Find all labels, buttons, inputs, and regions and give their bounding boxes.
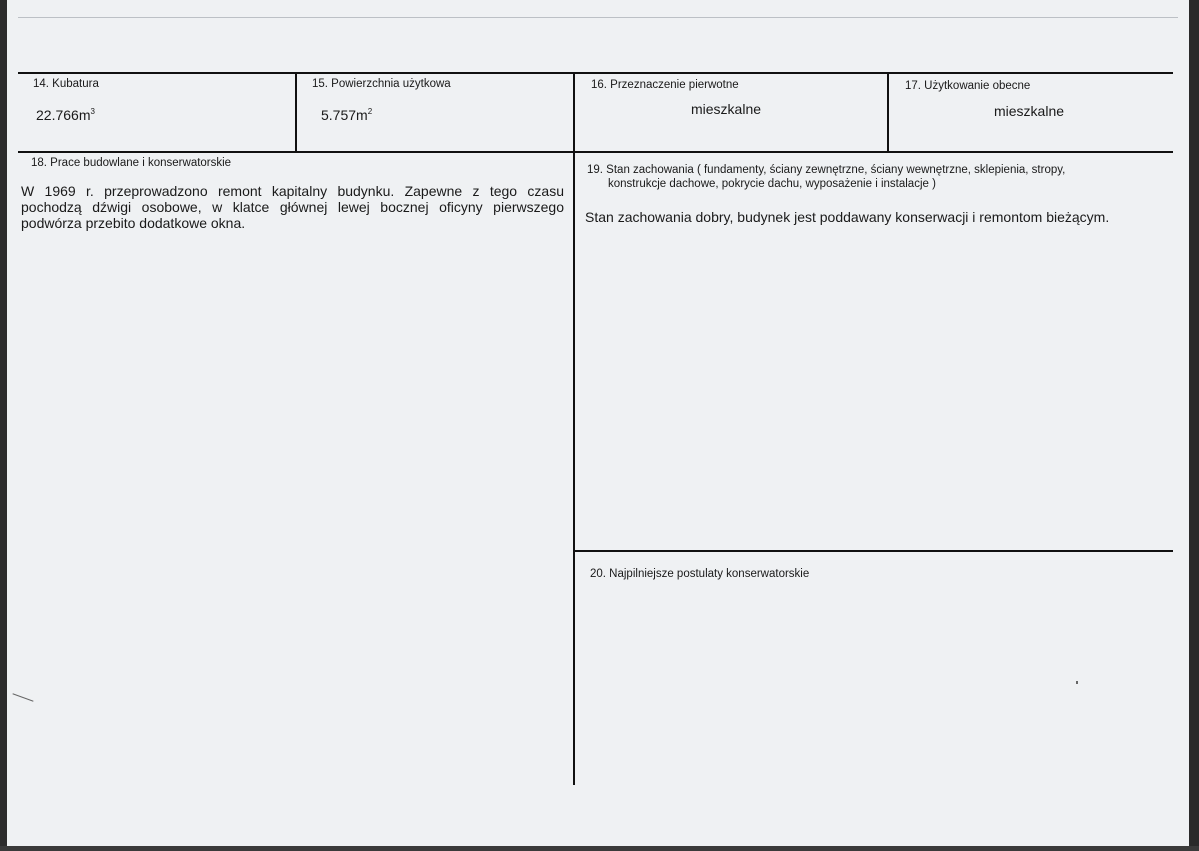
row-divider-rule — [18, 151, 1173, 153]
scan-artifact-line — [18, 17, 1178, 18]
field-15-label: 15. Powierzchnia użytkowa — [312, 78, 451, 90]
scan-border-bottom — [0, 846, 1199, 851]
field-19-label-line1: 19. Stan zachowania ( fundamenty, ściany zewnętrzne, ściany wewnętrzne, sklepienia, stropy, — [587, 164, 1066, 176]
column-divider-16-17 — [887, 72, 889, 152]
field-19-label-line2: konstrukcje dachowe, pokrycie dachu, wyposażenie i instalacje ) — [608, 178, 936, 190]
scan-speck — [12, 693, 33, 701]
field-20-label: 20. Najpilniejsze postulaty konserwatorskie — [590, 568, 810, 580]
scan-speck — [1076, 681, 1078, 684]
field-14-label: 14. Kubatura — [33, 78, 99, 90]
main-column-divider — [573, 72, 575, 785]
field-18-label: 18. Prace budowlane i konserwatorskie — [31, 157, 232, 169]
scan-border-left — [0, 0, 7, 851]
field-18-text: W 1969 r. przeprowadzono remont kapitalny budynku. Zapewne z tego czasu pochodzą dźwigi osobowe, w klatce głównej lewej bocznej oficyny pierwszego podwórza przebito dodatkowe okna. — [21, 183, 564, 231]
field-17-value: mieszkalne — [994, 103, 1065, 119]
scan-border-right — [1189, 0, 1199, 851]
field-15-value: $5.757m^2$ — [321, 107, 373, 123]
table-top-rule — [18, 72, 1173, 74]
field-16-value: mieszkalne — [691, 101, 762, 117]
field-14-value: $22.766m^3$ — [36, 107, 95, 123]
field-19-text: Stan zachowania dobry, budynek jest poddawany konserwacji i remontom bieżącym. — [585, 209, 1110, 225]
field-19-label — [587, 163, 1157, 191]
section-20-top-rule — [575, 550, 1173, 552]
field-17-label: 17. Użytkowanie obecne — [905, 80, 1031, 92]
column-divider-14-15 — [295, 72, 297, 152]
field-16-label: 16. Przeznaczenie pierwotne — [591, 79, 739, 91]
